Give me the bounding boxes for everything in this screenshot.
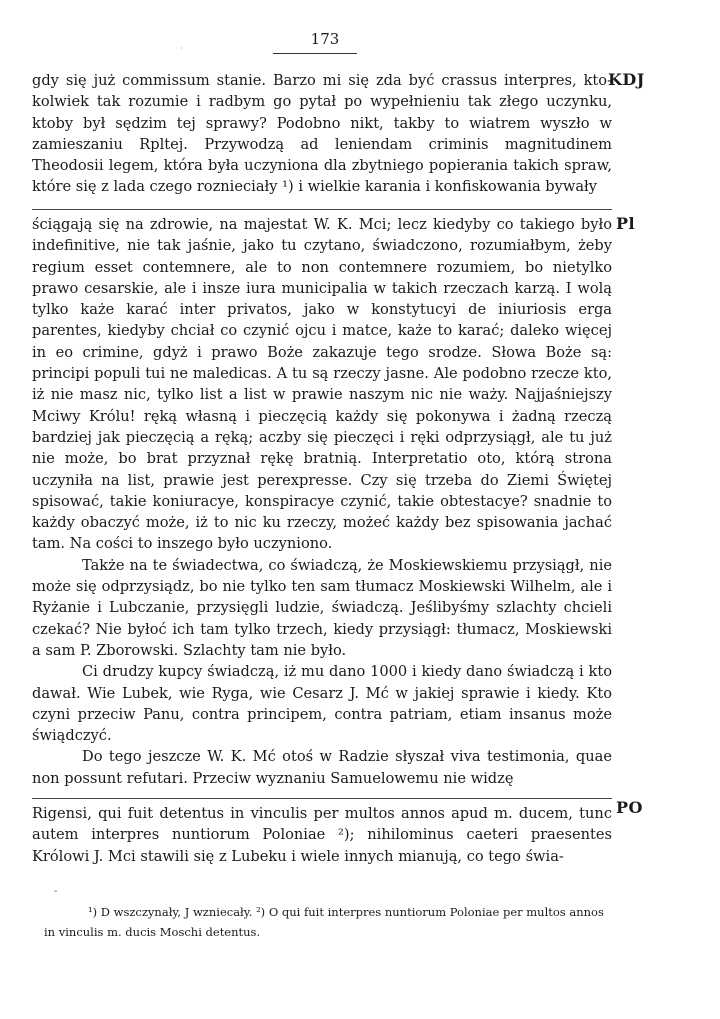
section-pl xyxy=(32,214,612,789)
footnote-line: in vinculis m. ducis Moschi detentus. xyxy=(44,925,261,939)
stray-mark: · xyxy=(180,44,183,53)
section-kdj xyxy=(32,70,612,198)
siglum-po: PO xyxy=(616,798,643,817)
footnote-line: ¹) D wszczynały, J wzniecały. ²) O qui fuit interpres nuntiorum Poloniae per multos annos xyxy=(88,905,604,919)
siglum-pl: Pl xyxy=(616,214,636,233)
paragraph: Także na te świadectwa, co świadczą, że Moskiewskiemu przysiągł, nie może się odprzysiądz, bo nie tylko ten sam tłumacz Moskiewski Wilhelm, ale i Ryżanie i Lubczanie, przysięgli ludzie, świadczą. Jeślibyśmy szlachty chcieli czekać? Nie byłoć ich tam tylko trzech, kiedy przysiągł: tłumacz, Moskiewski a sam P. Zborowski. Szlachty tam nie było. xyxy=(32,556,612,659)
header-rule xyxy=(273,53,357,54)
footnotes xyxy=(44,902,616,942)
stray-mark: - xyxy=(54,886,58,897)
page-number: 173 xyxy=(310,30,340,48)
siglum-kdj: KDJ xyxy=(608,70,645,89)
paragraph: Do tego jeszcze W. K. Mć otoś w Radzie słyszał viva testimonia, quae non possunt refutari. Przeciw wyznaniu Samuelowemu nie widzę xyxy=(32,748,612,787)
section-po xyxy=(32,803,612,867)
section-divider xyxy=(32,209,612,210)
section-divider xyxy=(32,798,612,799)
paragraph: Rigensi, qui fuit detentus in vinculis per multos annos apud m. ducem, tunc autem interpres nuntiorum Poloniae ²); nihilominus caeteri praesentes Królowi J. Mci stawili się z Lubeku i wiele innych mianują, co tego świa- xyxy=(32,805,612,865)
paragraph: gdy się już commissum stanie. Barzo mi się zda być crassus interpres, kto-kolwiek tak rozumie i radbym go pytał po wypełnieniu tak złego uczynku, ktoby był sędzim tej sprawy? Podobno nikt, takby to wiatrem wyszło w zamieszaniu Rpltej. Przywodzą ad leniendam criminis magnitudinem Theodosii legem, która była uczyniona dla zbytniego popierania takich spraw, które się z lada czego roznieciały ¹) i wielkie karania i konfiskowania bywały xyxy=(32,72,612,196)
paragraph: ściągają się na zdrowie, na majestat W. K. Mci; lecz kiedyby co takiego było indefinitive, nie tak jaśnie, jako tu czytano, świadczono, rozumiałbym, żeby regium esset contemnere, ale to non contemnere rozumiem, bo nietylko prawo cesarskie, ale i insze iura municipalia w takich rzeczach karzą. I wolą tylko każe karać inter privatos, jako w konstytucyi de iniuriosis erga parentes, kiedyby chciał co czynić ojcu i matce, każe to karać; daleko więcej in eo crimine, gdyż i prawo Boże zakazuje tego srodze. Słowa Boże są: principi populi tui ne maledicas. A tu są rzeczy jasne. Ale podobno rzecze kto, iż nie masz nic, tylko list a list w prawie naszym nic nie waży. Najjaśniejszy Mciwy Królu! ręką własną i pieczęcią każdy się pokonywa i żadną rzeczą bardziej jak pieczęcią a ręką; aczby się pieczęci i ręki odprzysiągł, ale tu już nie może, bo brat przyznał rękę bratnią. Interpretatio oto, którą strona uczyniła na list, prawie jest perexpresse. Czy się trzeba do Ziemi Świętej spisować, takie koniuracye, konspiracye czynić, takie obtestacye? snadnie to każdy obaczyć może, iż to nic ku rzeczy, możeć każdy bez spisowania jachać tam. Na cości to inszego było uczyniono. xyxy=(32,216,612,553)
paragraph: Ci drudzy kupcy świadczą, iż mu dano 1000 i kiedy dano świadczą i kto dawał. Wie Lubek, wie Ryga, wie Cesarz J. Mć w jakiej sprawie i kiedy. Kto czyni przeciw Panu, contra principem, contra patriam, etiam insanus może świądczyć. xyxy=(32,663,612,745)
